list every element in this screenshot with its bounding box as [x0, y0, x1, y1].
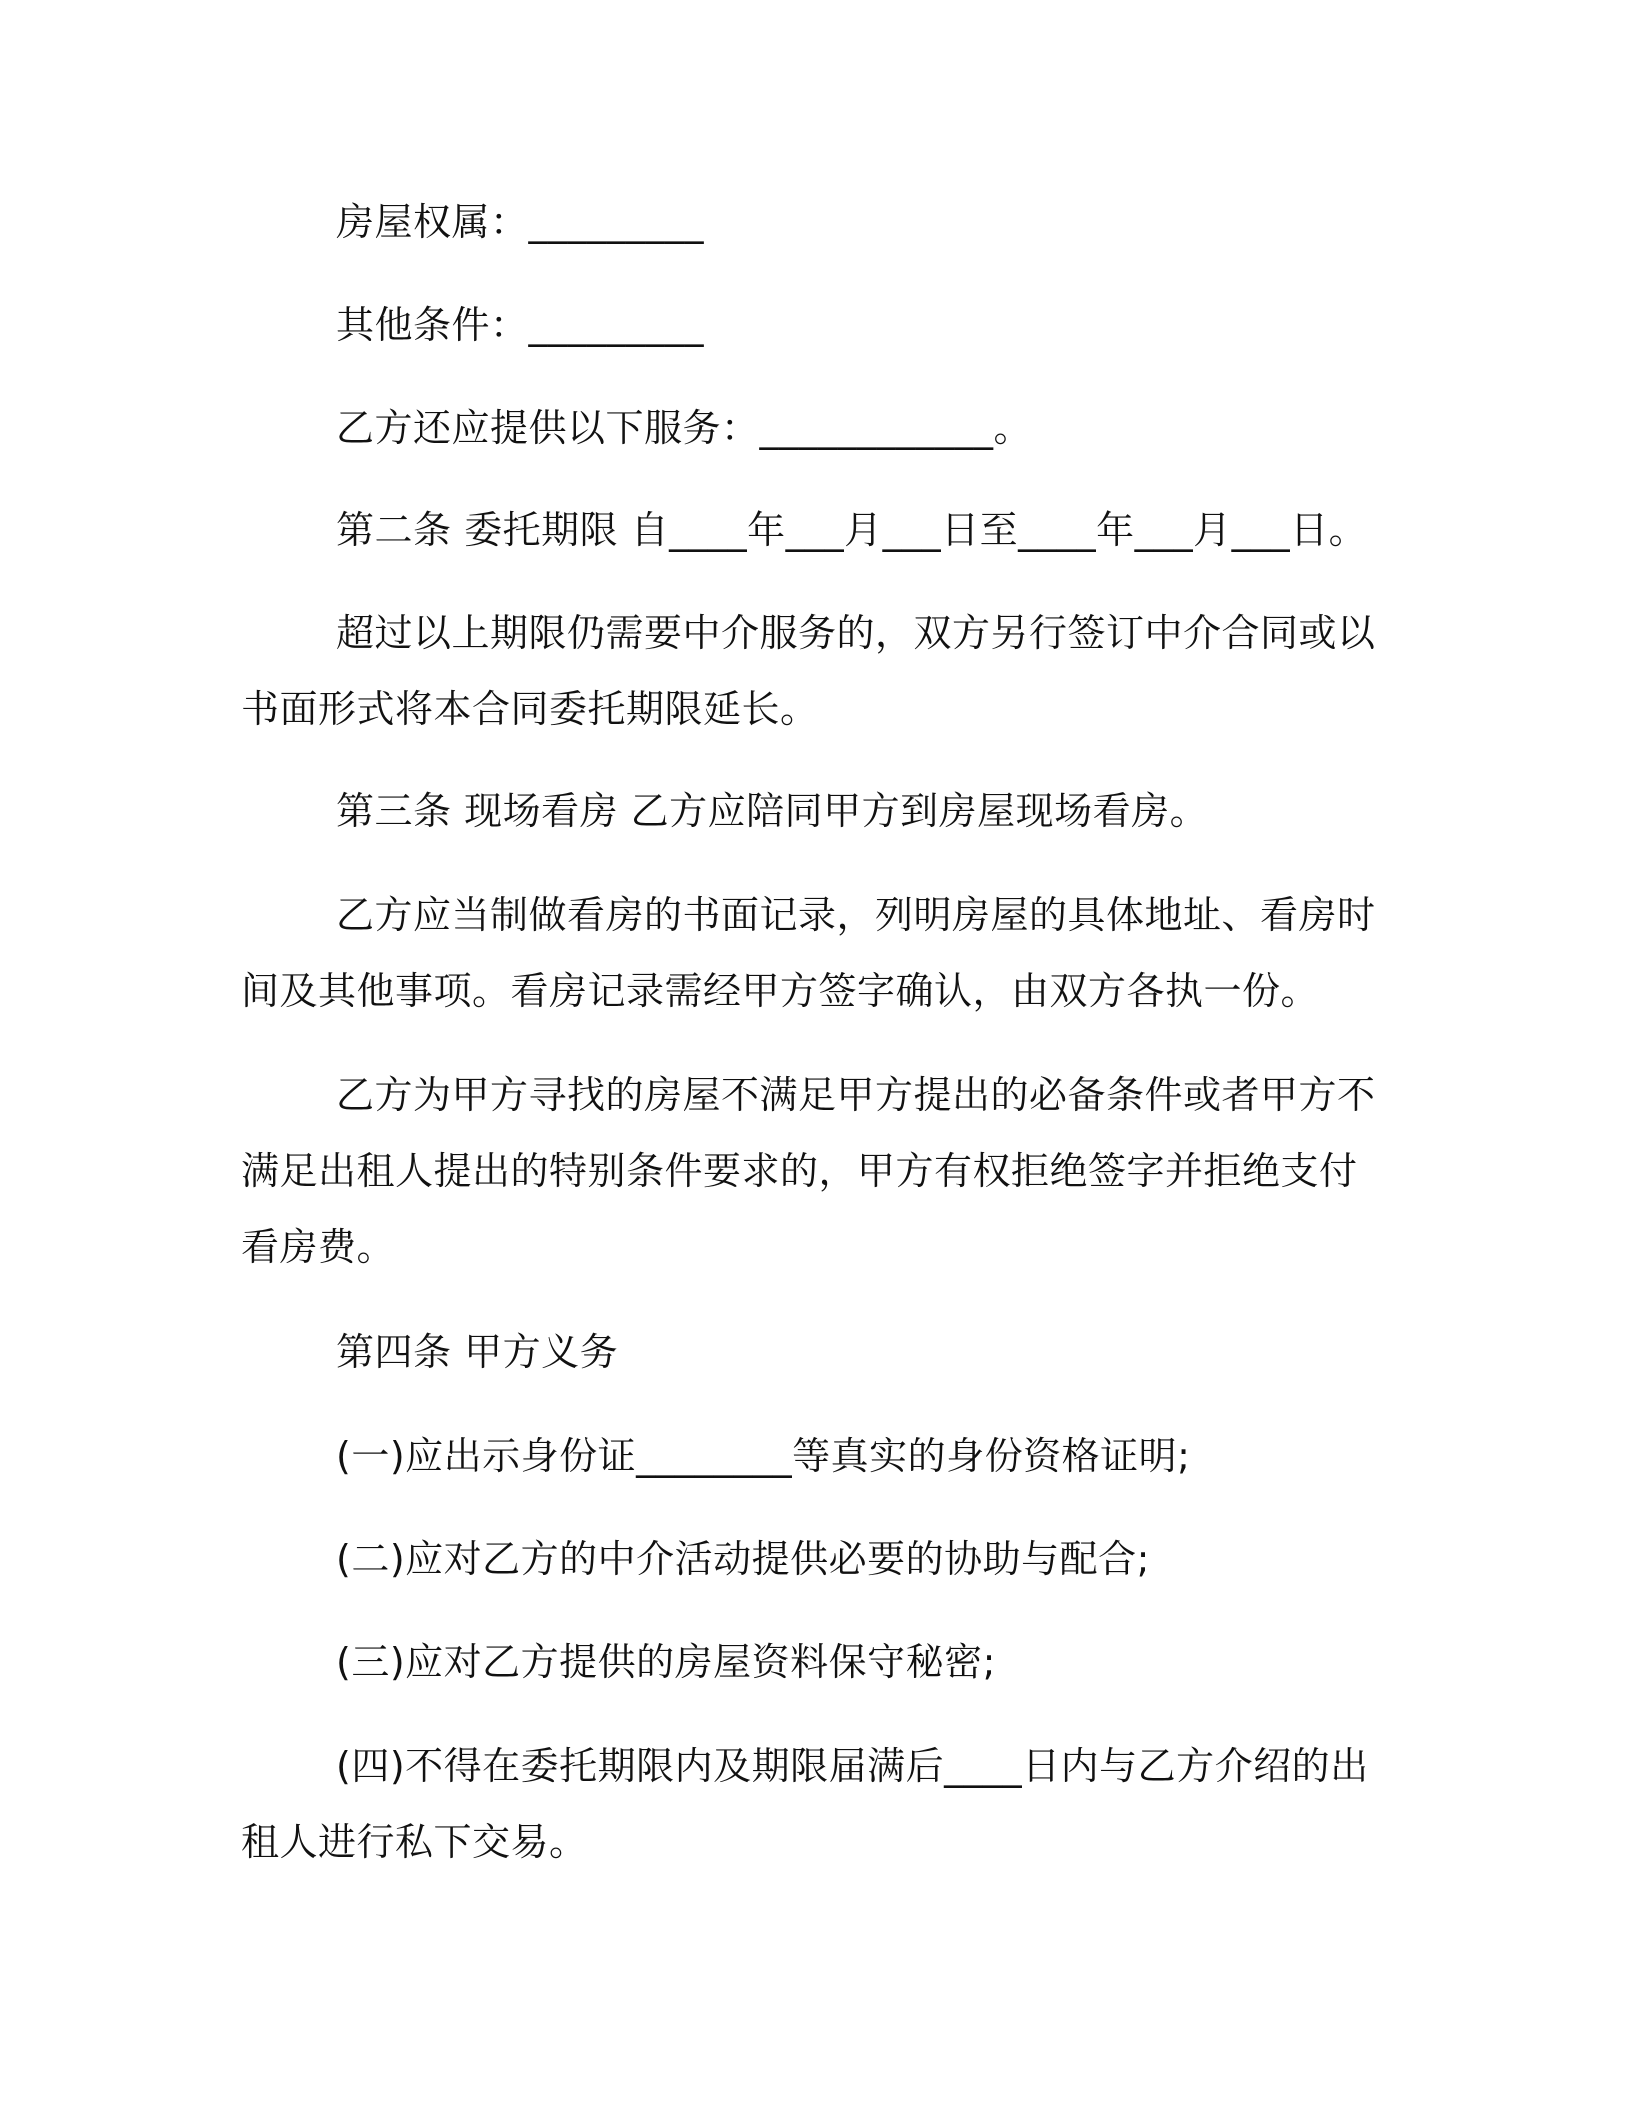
- paragraph-obligation-4: (四)不得在委托期限内及期限届满后____日内与乙方介绍的出租人进行私下交易。: [241, 1744, 1369, 1864]
- paragraph-refusal-right: 乙方为甲方寻找的房屋不满足甲方提出的必备条件或者甲方不满足出租人提出的特别条件要求的，甲方有权拒绝签字并拒绝支付看房费。: [241, 1073, 1376, 1269]
- paragraph-term-extension: 超过以上期限仍需要中介服务的，双方另行签订中介合同或以书面形式将本合同委托期限延长。: [241, 611, 1376, 731]
- paragraph-additional-services: 乙方还应提供以下服务：____________。: [336, 406, 1033, 450]
- paragraph-obligation-1: (一)应出示身份证________等真实的身份资格证明;: [336, 1434, 1191, 1478]
- paragraph-property-ownership: 房屋权属：_________: [336, 200, 705, 244]
- paragraph-obligation-3: (三)应对乙方提供的房屋资料保守秘密;: [336, 1640, 996, 1684]
- paragraph-other-conditions: 其他条件：_________: [336, 303, 705, 347]
- paragraph-article-2-term: 第二条 委托期限 自____年___月___日至____年___月___日。: [336, 508, 1368, 552]
- paragraph-obligation-2: (二)应对乙方的中介活动提供必要的协助与配合;: [336, 1537, 1150, 1581]
- paragraph-viewing-record: 乙方应当制做看房的书面记录，列明房屋的具体地址、看房时间及其他事项。看房记录需经甲方签字确认，由双方各执一份。: [241, 893, 1376, 1013]
- paragraph-article-3-viewing: 第三条 现场看房 乙方应陪同甲方到房屋现场看房。: [336, 789, 1209, 833]
- paragraph-article-4-heading: 第四条 甲方义务: [336, 1330, 619, 1374]
